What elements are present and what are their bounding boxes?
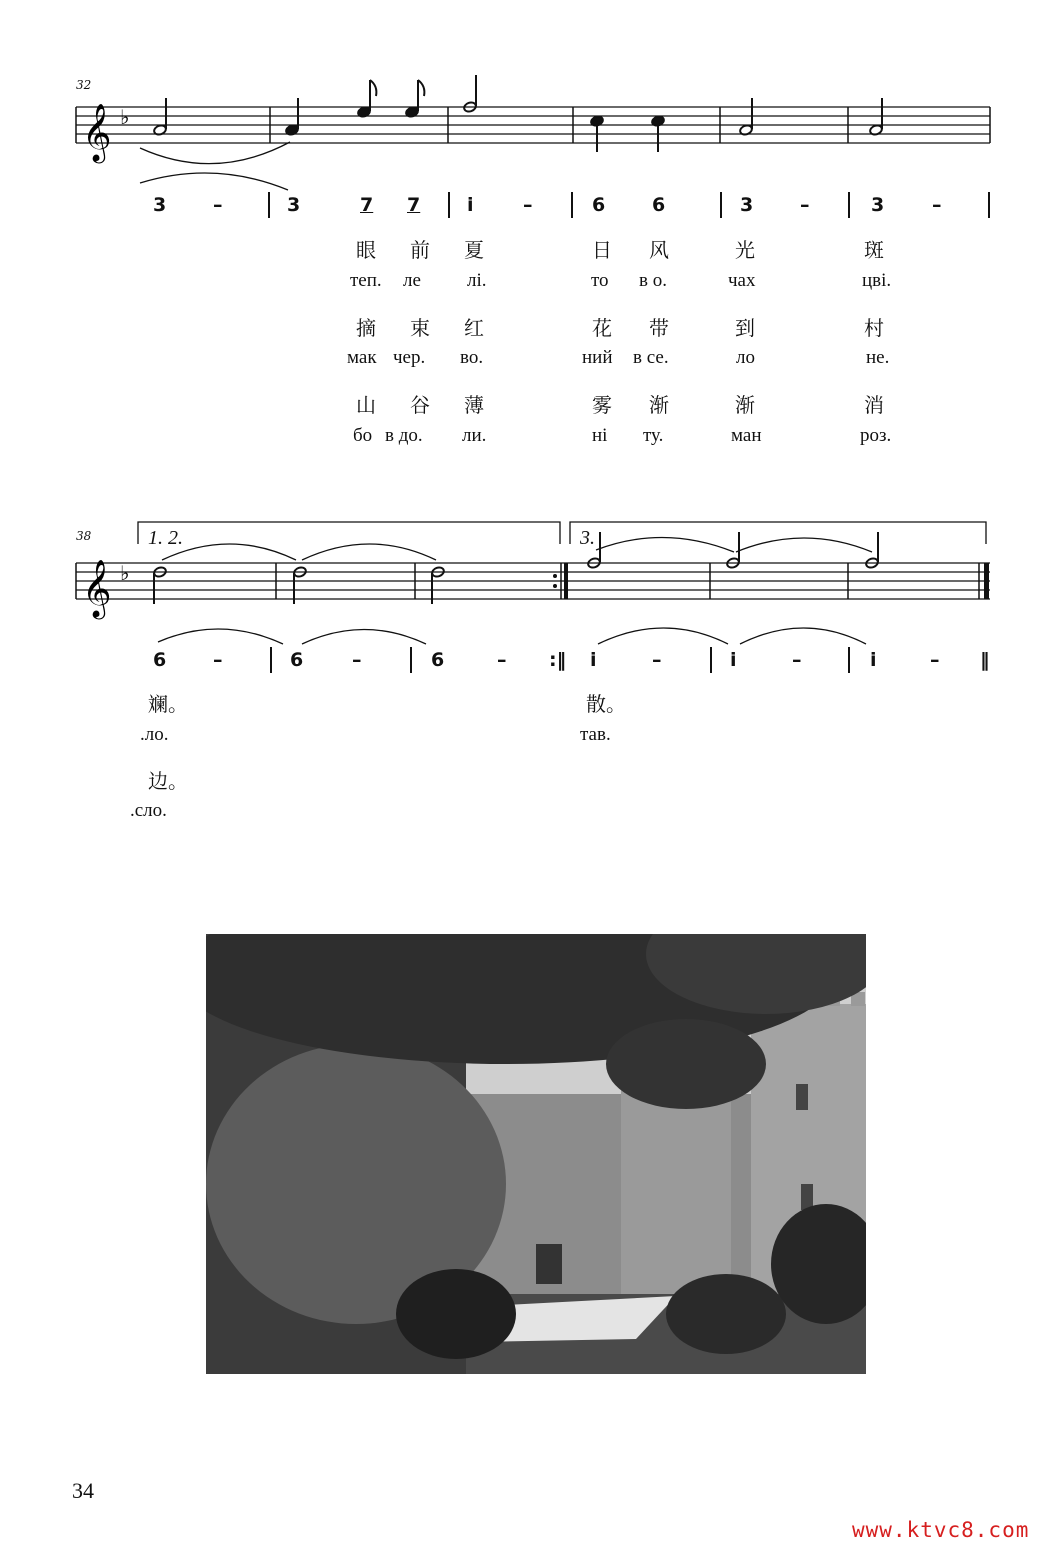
jianpu-note: 3	[153, 194, 167, 216]
jianpu-note: 6	[652, 194, 666, 216]
castle-garden-photo	[206, 934, 866, 1374]
lyric-zh: 斑	[864, 238, 884, 262]
lyric-ru: в о.	[639, 270, 667, 291]
lyric-zh: 风	[649, 238, 669, 262]
lyric-ru: ту.	[643, 425, 664, 446]
lyric-zh: 红	[464, 316, 484, 340]
jianpu-dash: –	[800, 194, 810, 216]
jianpu-dash: –	[497, 649, 507, 671]
lyric-ru: лі.	[467, 270, 487, 291]
lyric-zh: 带	[649, 316, 669, 340]
lyric-ru: ло	[736, 347, 755, 368]
treble-clef-icon: 𝄞	[82, 559, 112, 617]
jianpu-note: 6	[153, 649, 167, 671]
flat-icon: ♭	[120, 561, 130, 585]
jianpu-dash: –	[523, 194, 533, 216]
jianpu-note-high: i	[870, 649, 877, 671]
lyric-ru: ман	[731, 425, 762, 446]
lyric-ru: в до.	[385, 425, 423, 446]
lyric-ru: ле	[403, 270, 421, 291]
jianpu-dash: –	[352, 649, 362, 671]
lyric-zh: 花	[592, 316, 612, 340]
lyric-zh: 消	[864, 393, 884, 417]
flat-icon: ♭	[120, 105, 130, 129]
jianpu-barline	[720, 192, 722, 218]
lyric-ru: чер.	[393, 347, 426, 368]
lyric-zh: 谷	[410, 393, 430, 417]
jianpu-barline	[268, 192, 270, 218]
lyric-ru: цві.	[862, 270, 892, 291]
jianpu-note: 6	[431, 649, 445, 671]
jianpu-barline	[848, 647, 850, 673]
lyric-zh: 村	[864, 316, 884, 340]
page-number: 34	[72, 1478, 94, 1503]
lyric-ru: .ло.	[140, 724, 169, 745]
lyric-ru: ний	[582, 347, 613, 368]
jianpu-dash: –	[930, 649, 940, 671]
jianpu-barline	[988, 192, 990, 218]
castle-garden-photo-icon	[206, 934, 866, 1374]
note	[153, 98, 167, 136]
lyric-zh: 边。	[148, 769, 188, 793]
lyric-ru: ли.	[462, 425, 487, 446]
jianpu-barline	[270, 647, 272, 673]
lyric-ru: теп.	[350, 270, 382, 291]
jianpu-note: 3	[871, 194, 885, 216]
jianpu-barline	[710, 647, 712, 673]
lyric-zh: 渐	[735, 393, 755, 417]
jianpu-dash: –	[213, 649, 223, 671]
measure-number: 38	[76, 529, 92, 543]
lyric-ru: мак	[347, 347, 377, 368]
jianpu-barline	[410, 647, 412, 673]
lyric-zh: 散。	[586, 692, 626, 716]
lyric-ru: то	[591, 270, 609, 291]
jianpu-barline	[848, 192, 850, 218]
jianpu-note: 7	[360, 194, 374, 216]
lyric-zh: 夏	[464, 238, 484, 262]
lyric-zh: 前	[410, 238, 430, 262]
jianpu-note: 3	[287, 194, 301, 216]
lyric-zh: 日	[592, 238, 612, 262]
repeat-sign-icon: :‖	[549, 649, 567, 671]
jianpu-dash: –	[652, 649, 662, 671]
jianpu-note-high: i	[730, 649, 737, 671]
lyric-zh: 束	[410, 316, 430, 340]
jianpu-dash: –	[792, 649, 802, 671]
lyric-zh: 雾	[592, 393, 612, 417]
lyric-ru: тав.	[580, 724, 611, 745]
jianpu-note: 6	[290, 649, 304, 671]
lyric-ru: не.	[866, 347, 890, 368]
jianpu-barline	[571, 192, 573, 218]
treble-clef-icon: 𝄞	[82, 103, 112, 161]
final-barline-icon: ‖	[980, 649, 990, 671]
lyric-ru: бо	[353, 425, 373, 446]
volta-bracket	[138, 522, 560, 544]
volta-label: 1. 2.	[148, 527, 183, 549]
lyric-zh: 摘	[356, 316, 376, 340]
lyric-ru: в се.	[633, 347, 669, 368]
measure-number: 32	[76, 78, 92, 92]
volta-label: 3.	[580, 527, 595, 549]
jianpu-note: 6	[592, 194, 606, 216]
jianpu-dash: –	[213, 194, 223, 216]
watermark: www.ktvc8.com	[852, 1518, 1030, 1542]
jianpu-barline	[448, 192, 450, 218]
lyric-zh: 薄	[464, 393, 484, 417]
lyric-zh: 渐	[649, 393, 669, 417]
lyric-ru: чах	[728, 270, 756, 291]
lyric-zh: 到	[735, 316, 755, 340]
jianpu-note: 7	[407, 194, 421, 216]
lyric-zh: 光	[735, 238, 755, 262]
lyric-ru: роз.	[860, 425, 892, 446]
jianpu-note-high: i	[467, 194, 474, 216]
jianpu-dash: –	[932, 194, 942, 216]
lyric-ru: .сло.	[130, 800, 167, 821]
lyric-zh: 眼	[356, 238, 376, 262]
lyric-ru: ні	[592, 425, 608, 446]
lyric-zh: 山	[356, 393, 376, 417]
lyric-zh: 斓。	[148, 692, 188, 716]
jianpu-note: 3	[740, 194, 754, 216]
jianpu-note-high: i	[590, 649, 597, 671]
lyric-ru: во.	[460, 347, 484, 368]
